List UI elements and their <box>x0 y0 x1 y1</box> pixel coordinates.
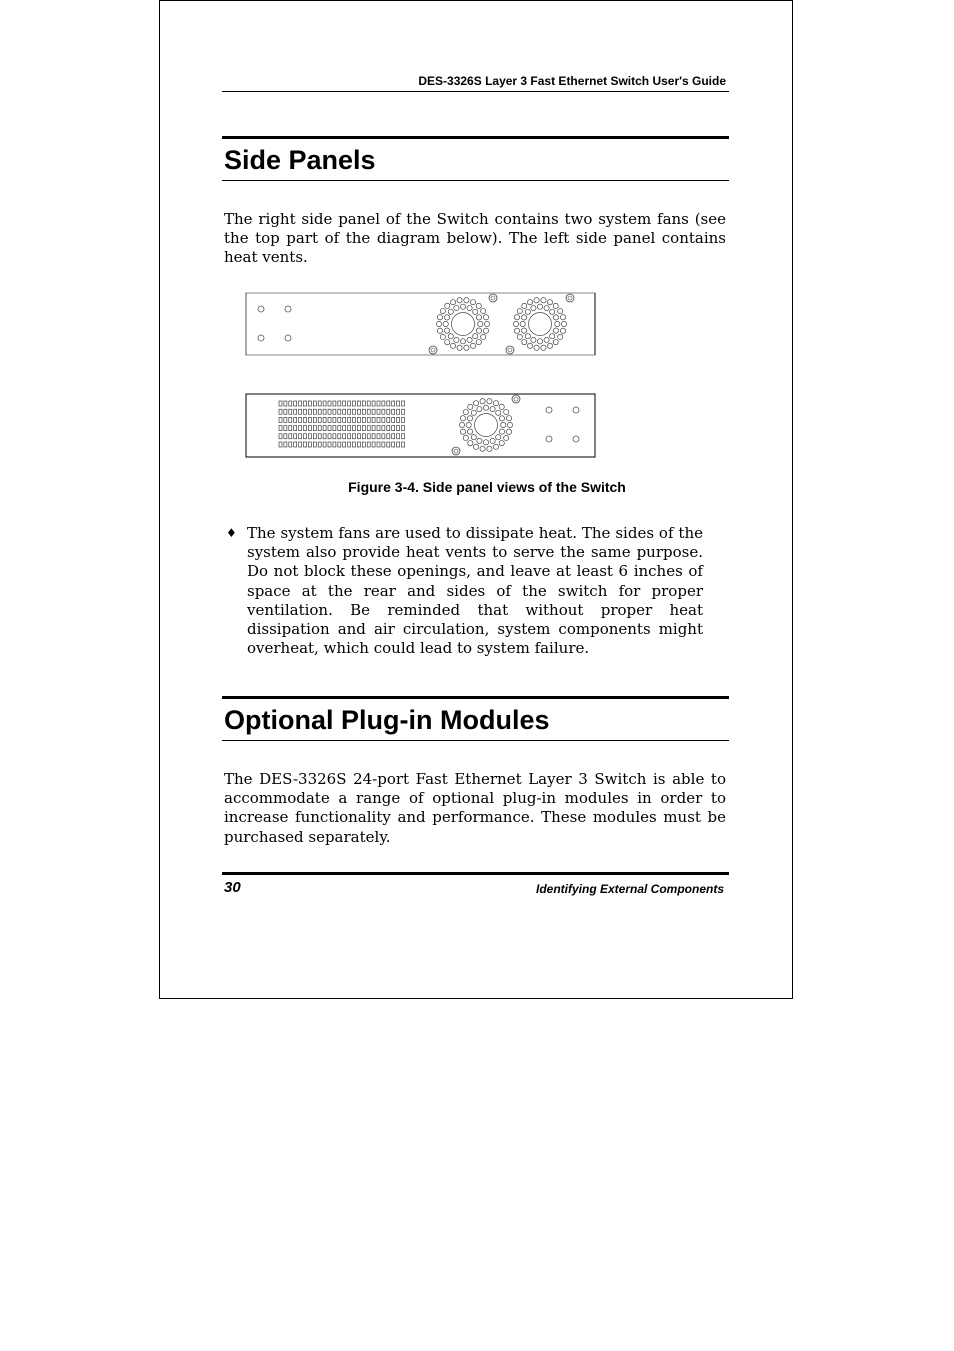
left-side-panel <box>246 394 595 457</box>
bullet-diamond: ♦ <box>226 526 237 540</box>
right-side-panel <box>246 293 595 355</box>
section-rule-bottom <box>222 180 729 181</box>
footer-rule <box>222 872 729 875</box>
section-title-plug-in-modules: Optional Plug-in Modules <box>224 705 550 735</box>
section-title-side-panels: Side Panels <box>224 145 376 175</box>
figure-caption: Figure 3-4. Side panel views of the Switch <box>348 479 626 495</box>
running-header: DES-3326S Layer 3 Fast Ethernet Switch User's Guide <box>418 74 726 88</box>
side-panel-figure <box>244 290 600 460</box>
section-rule-bottom <box>222 740 729 741</box>
side-panels-paragraph: The right side panel of the Switch contains two system fans (see the top part of the diagram below). The left side panel contains heat vents. <box>224 210 726 267</box>
page-number: 30 <box>224 879 241 896</box>
plug-in-modules-paragraph: The DES-3326S 24-port Fast Ethernet Layer 3 Switch is able to accommodate a range of optional plug-in modules in order to increase functionality and performance. These modules must be purchased separately. <box>224 770 726 846</box>
section-rule-top <box>222 136 729 139</box>
footer-chapter-title: Identifying External Components <box>535 882 724 896</box>
section-rule-top <box>222 696 729 699</box>
header-rule <box>222 91 729 92</box>
bullet-text: The system fans are used to dissipate heat. The sides of the system also provide heat vents to serve the same purpose. Do not block these openings, and leave at least 6 inches of space at the rear and sides of the switch for proper ventilation. Be reminded that without proper heat dissipation and air circulation, system components might overheat, which could lead to system failure. <box>247 524 703 658</box>
